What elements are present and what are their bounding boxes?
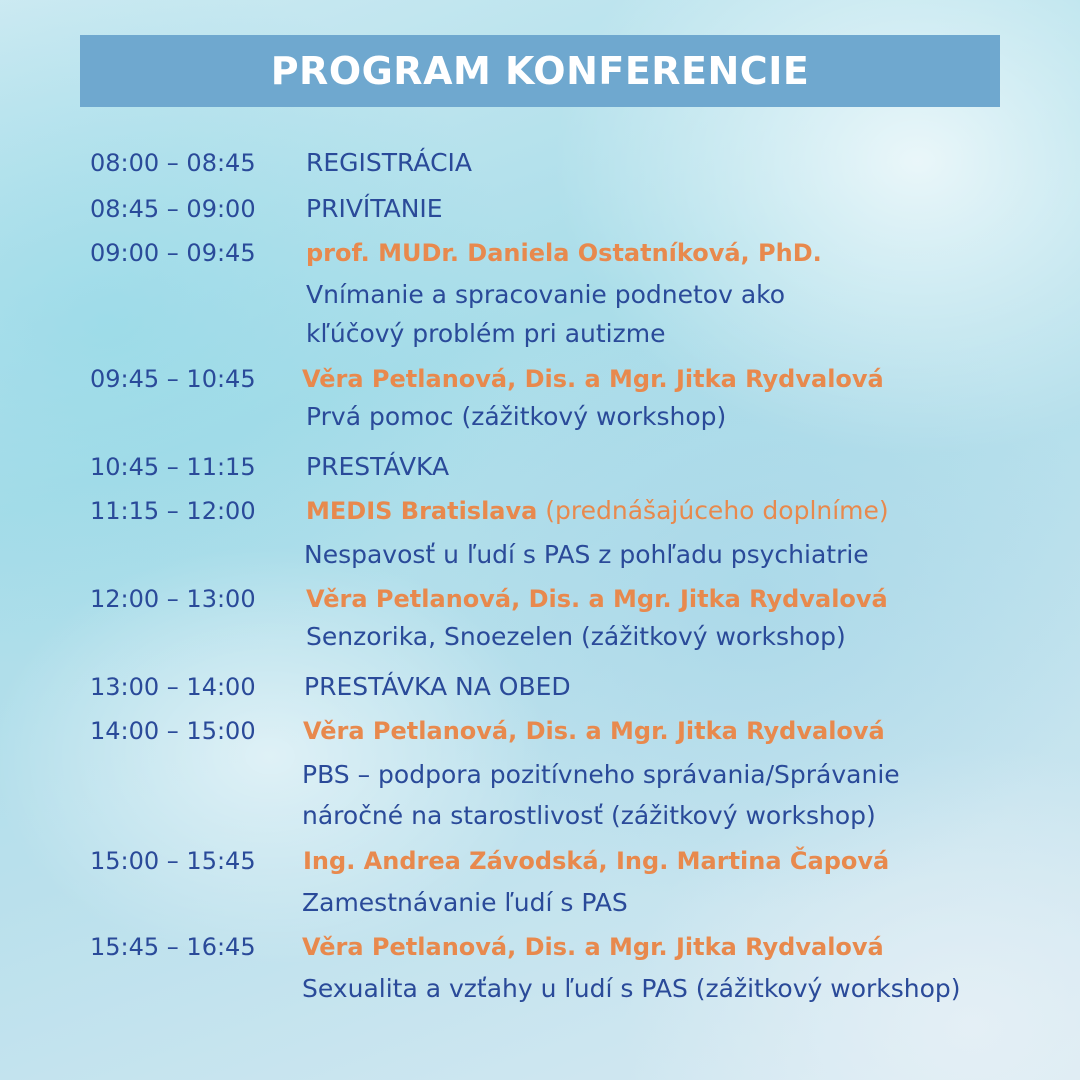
speaker-7: Věra Petlanová, Dis. a Mgr. Jitka Rydvalová	[306, 585, 888, 613]
time-slot-10: 15:00 – 15:45	[90, 847, 256, 875]
speaker-11: Věra Petlanová, Dis. a Mgr. Jitka Rydvalová	[302, 933, 884, 961]
time-slot-8: 13:00 – 14:00	[90, 673, 256, 701]
topic-3-line-1: Vnímanie a spracovanie podnetov ako	[306, 280, 786, 309]
topic-6-line-1: Nespavosť u ľudí s PAS z pohľadu psychiatrie	[304, 540, 869, 569]
time-slot-11: 15:45 – 16:45	[90, 933, 256, 961]
speaker-3: prof. MUDr. Daniela Ostatníková, PhD.	[306, 239, 822, 267]
topic-3-line-2: kľúčový problém pri autizme	[306, 319, 666, 348]
page-title: PROGRAM KONFERENCIE	[270, 49, 810, 93]
time-slot-9: 14:00 – 15:00	[90, 717, 256, 745]
speaker-6: MEDIS Bratislava	[306, 497, 538, 525]
time-slot-3: 09:00 – 09:45	[90, 239, 256, 267]
time-slot-2: 08:45 – 09:00	[90, 195, 256, 223]
speaker-9: Věra Petlanová, Dis. a Mgr. Jitka Rydvalová	[303, 717, 885, 745]
session-label-5: PRESTÁVKA	[306, 452, 450, 481]
session-label-2: PRIVÍTANIE	[306, 194, 443, 223]
session-label-8: PRESTÁVKA NA OBED	[304, 672, 571, 701]
topic-9-line-1: PBS – podpora pozitívneho správania/Správanie	[302, 760, 900, 789]
time-slot-1: 08:00 – 08:45	[90, 149, 256, 177]
speaker-6-note: (prednášajúceho doplníme)	[537, 496, 889, 525]
topic-7-line-1: Senzorika, Snoezelen (zážitkový workshop)	[306, 622, 846, 651]
time-slot-7: 12:00 – 13:00	[90, 585, 256, 613]
speaker-6-row	[306, 496, 889, 526]
time-slot-5: 10:45 – 11:15	[90, 453, 256, 481]
speaker-4: Věra Petlanová, Dis. a Mgr. Jitka Rydvalová	[302, 365, 884, 393]
speaker-10: Ing. Andrea Závodská, Ing. Martina Čapová	[303, 847, 890, 875]
topic-9-line-2: náročné na starostlivosť (zážitkový workshop)	[302, 801, 876, 830]
topic-4-line-1: Prvá pomoc (zážitkový workshop)	[306, 402, 727, 431]
topic-10-line-1: Zamestnávanie ľudí s PAS	[302, 888, 628, 917]
topic-11-line-1: Sexualita a vzťahy u ľudí s PAS (zážitkový workshop)	[302, 974, 961, 1003]
time-slot-6: 11:15 – 12:00	[90, 497, 256, 525]
time-slot-4: 09:45 – 10:45	[90, 365, 256, 393]
session-label-1: REGISTRÁCIA	[306, 148, 473, 177]
